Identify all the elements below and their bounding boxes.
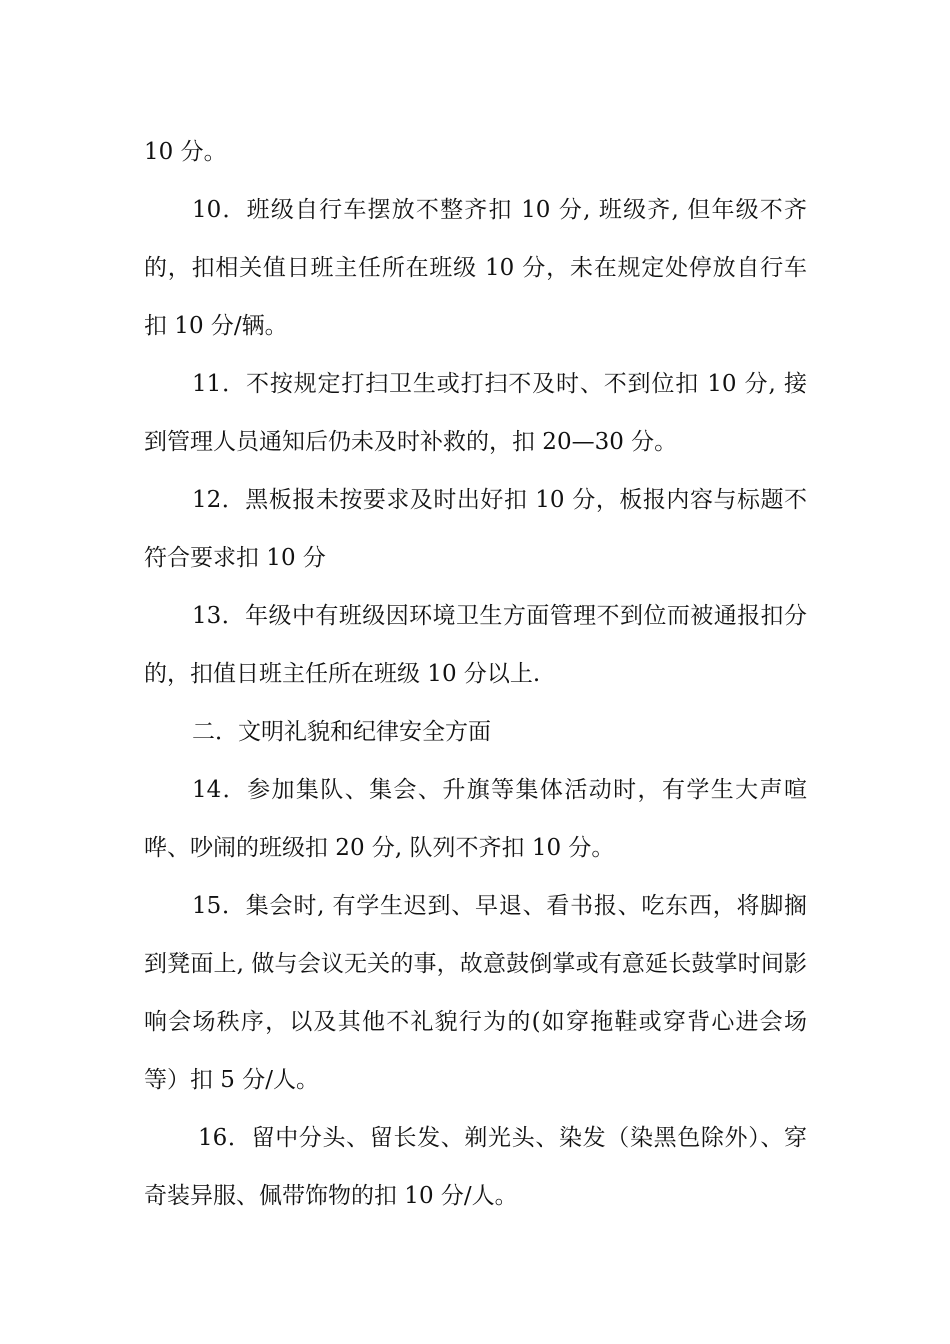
section-heading-2: 二．文明礼貌和纪律安全方面	[192, 719, 491, 745]
paragraph-item-12: 12．黑板报未按要求及时出好扣 10 分，板报内容与标题不符合要求扣 10 分	[144, 487, 807, 571]
paragraph-item-16: 16．留中分头、留长发、剃光头、染发（染黑色除外）、穿奇装异服、佩带饰物的扣 10 分/人。	[144, 1125, 807, 1209]
paragraph-item-15: 15．集会时, 有学生迟到、早退、看书报、吃东西，将脚搁到凳面上, 做与会议无关的事，故意鼓倒掌或有意延长鼓掌时间影响会场秩序，以及其他不礼貌行为的(如穿拖鞋或穿背心进会场等）扣 5 分/人。	[144, 893, 807, 1093]
paragraph-item-10: 10．班级自行车摆放不整齐扣 10 分, 班级齐, 但年级不齐的，扣相关值日班主任所在班级 10 分，未在规定处停放自行车扣 10 分/辆。	[144, 197, 807, 339]
paragraph-item-13: 13．年级中有班级因环境卫生方面管理不到位而被通报扣分的，扣值日班主任所在班级 10 分以上.	[144, 603, 807, 687]
paragraph-item-14: 14．参加集队、集会、升旗等集体活动时，有学生大声喧哗、吵闹的班级扣 20 分, 队列不齐扣 10 分。	[144, 777, 807, 861]
document-body	[144, 123, 807, 1225]
paragraph-continuation: 10 分。	[144, 139, 227, 165]
paragraph-item-11: 11．不按规定打扫卫生或打扫不及时、不到位扣 10 分, 接到管理人员通知后仍未及时补救的，扣 20—30 分。	[144, 371, 807, 455]
